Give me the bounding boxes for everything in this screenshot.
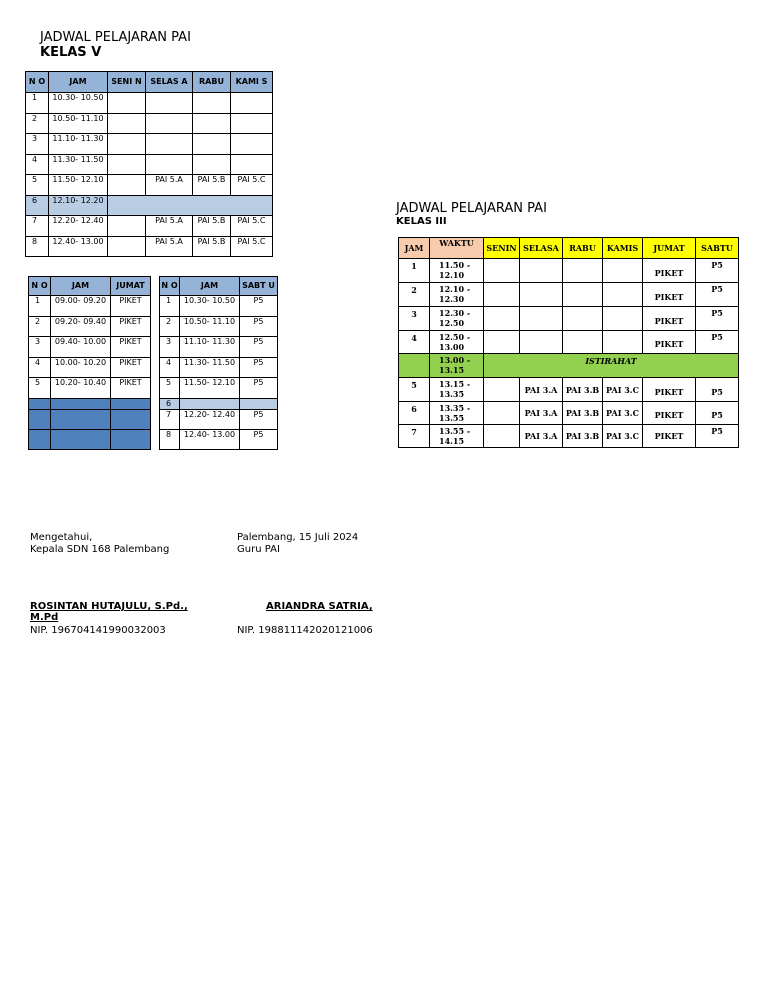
table-row [399,378,739,402]
row-selasa: PAI 5.A [146,216,193,237]
kelas3-subtitle: KELAS III [396,216,447,227]
row-jam: 11.10- 11.30 [49,134,108,155]
row-jam: 12.20- 12.40 [180,409,240,429]
table-row [399,425,739,448]
kelas3-col-jam: JAM [399,238,430,259]
row-jam: 1 [399,259,430,283]
table-row [399,283,739,307]
row-jumat: PIKET [643,425,696,448]
row-jam: 6 [399,402,430,425]
row-selasa [520,259,563,283]
kelas3-title: JADWAL PELAJARAN PAI [396,201,547,216]
row-waktu: 12.30 - 12.50 [430,307,484,331]
row-jumat: PIKET [111,296,151,317]
table-row [160,296,278,317]
row-kamis [603,283,643,307]
row-rabu [563,307,603,331]
row-selasa [146,154,193,175]
row-selasa: PAI 3.A [520,402,563,425]
row-jam: 11.50- 12.10 [49,175,108,196]
row-rabu: PAI 3.B [563,425,603,448]
row-jam: 2 [399,283,430,307]
guru-nip: NIP. 198811142020121006 [237,625,373,636]
table-row [160,398,278,409]
row-senin [484,331,520,354]
kelas3-col-selasa: SELASA [520,238,563,259]
table-row [160,378,278,399]
row-jam: 3 [399,307,430,331]
row-sabtu: P5 [696,378,739,402]
istirahat-label: ISTIRAHAT [484,354,739,378]
kepala-name: ROSINTAN HUTAJULU, S.Pd., M.Pd [30,601,188,623]
guru-label: Guru PAI [237,544,280,555]
row-rabu [193,113,231,134]
row-jumat: PIKET [111,337,151,358]
row-jam: 09.20- 09.40 [51,316,111,337]
row-sabtu: P5 [240,316,278,337]
row-senin [484,283,520,307]
table-row [399,331,739,354]
row-no: 5 [160,378,180,399]
table-row [29,378,151,399]
table-row [26,175,273,196]
table-row [26,113,273,134]
row-sabtu: P5 [240,378,278,399]
kelas5-subtitle: KELAS V [40,45,102,60]
row-kamis [231,134,273,155]
kelas5-jumat-table [28,276,151,450]
table-row [160,316,278,337]
row-senin [108,93,146,114]
row-rabu: PAI 3.B [563,378,603,402]
row-senin [108,216,146,237]
table-row [26,216,273,237]
row-sabtu: P5 [696,331,739,354]
break-cell [108,195,273,216]
row-jam: 10.00- 10.20 [51,357,111,378]
sabtu-col-jam: JAM [180,277,240,296]
row-jam: 4 [399,331,430,354]
row-kamis [603,307,643,331]
kelas3-col-sabtu: SABTU [696,238,739,259]
row-no: 2 [29,316,51,337]
row-jam: 12.20- 12.40 [49,216,108,237]
row-no: 6 [160,398,180,409]
jumat-col-jumat: JUMAT [111,277,151,296]
row-waktu: 13.35 - 13.55 [430,402,484,425]
sabtu-col-sabtu: SABT U [240,277,278,296]
row-senin [108,113,146,134]
row-sabtu: P5 [240,296,278,317]
row-jam [180,398,240,409]
row-jumat: PIKET [643,307,696,331]
row-selasa: PAI 5.A [146,175,193,196]
row-no: 4 [26,154,49,175]
row-rabu [193,154,231,175]
row-no: 4 [29,357,51,378]
row-sabtu: P5 [696,259,739,283]
row-no: 8 [160,429,180,449]
row-kamis: PAI 3.C [603,425,643,448]
row-senin [484,402,520,425]
table-row [29,316,151,337]
guru-name: ARIANDRA SATRIA, [266,601,373,612]
row-jumat: PIKET [643,402,696,425]
row-sabtu: P5 [696,307,739,331]
row-no: 7 [160,409,180,429]
jumat-col-jam: JAM [51,277,111,296]
mengetahui-label: Mengetahui, [30,532,93,543]
row-sabtu: P5 [696,402,739,425]
sabtu-col-no: N O [160,277,180,296]
row-waktu: 13.55 - 14.15 [430,425,484,448]
row-kamis: PAI 3.C [603,402,643,425]
row-selasa [520,331,563,354]
row-kamis: PAI 5.C [231,216,273,237]
row-sabtu: P5 [696,425,739,448]
row-jumat: PIKET [111,316,151,337]
row-jam: 11.50- 12.10 [180,378,240,399]
row-rabu [563,331,603,354]
row-no: 1 [160,296,180,317]
table-row [160,337,278,358]
row-jam: 10.50- 11.10 [180,316,240,337]
row-selasa: PAI 3.A [520,425,563,448]
row-jam: 10.50- 11.10 [49,113,108,134]
kelas3-col-senin: SENIN [484,238,520,259]
table-row [160,357,278,378]
row-kamis [603,259,643,283]
row-no: 1 [26,93,49,114]
place-date: Palembang, 15 Juli 2024 [237,532,359,543]
row-no: 2 [26,113,49,134]
kepala-sekolah-label: Kepala SDN 168 Palembang [30,544,170,555]
row-rabu: PAI 5.B [193,216,231,237]
table-row [29,296,151,317]
row-waktu: 13.15 - 13.35 [430,378,484,402]
jumat-col-no: N O [29,277,51,296]
row-rabu [563,283,603,307]
row-rabu [563,259,603,283]
row-no: 4 [160,357,180,378]
kelas5-col-senin: SENI N [108,72,146,93]
row-senin [484,425,520,448]
row-sabtu: P5 [696,283,739,307]
row-sabtu: P5 [240,409,278,429]
kelas5-col-no: N O [26,72,49,93]
row-senin [484,259,520,283]
row-no: 5 [29,378,51,399]
row-jam: 12.40- 13.00 [180,429,240,449]
filler-row [29,409,151,429]
table-row [160,409,278,429]
row-selasa [146,134,193,155]
table-row [160,429,278,449]
row-selasa: PAI 5.A [146,236,193,257]
row-rabu [193,93,231,114]
istirahat-row [399,354,739,378]
table-row [29,337,151,358]
row-jam: 11.30- 11.50 [49,154,108,175]
row-no: 6 [26,195,49,216]
row-selasa: PAI 3.A [520,378,563,402]
kelas5-sabtu-table [159,276,278,450]
row-jam: 11.10- 11.30 [180,337,240,358]
row-jam: 5 [399,378,430,402]
row-rabu: PAI 5.B [193,236,231,257]
kelas3-col-jumat: JUMAT [643,238,696,259]
row-senin [484,378,520,402]
row-kamis [603,331,643,354]
row-jam: 10.20- 10.40 [51,378,111,399]
row-jumat: PIKET [643,378,696,402]
row-kamis: PAI 3.C [603,378,643,402]
row-no: 5 [26,175,49,196]
row-jam: 12.10- 12.20 [49,195,108,216]
istirahat-waktu: 13.00 - 13.15 [430,354,484,378]
row-kamis: PAI 5.C [231,175,273,196]
row-rabu [193,134,231,155]
istirahat-jam-cell [399,354,430,378]
row-waktu: 12.10 - 12.30 [430,283,484,307]
row-waktu: 12.50 - 13.00 [430,331,484,354]
row-jam: 11.30- 11.50 [180,357,240,378]
kelas5-col-kamis: KAMI S [231,72,273,93]
kelas5-title: JADWAL PELAJARAN PAI [40,30,191,45]
table-row [26,134,273,155]
filler-row [29,398,151,409]
table-row [29,357,151,378]
row-no: 3 [160,337,180,358]
row-selasa [146,113,193,134]
kelas3-table [398,237,739,448]
row-sabtu: P5 [240,357,278,378]
row-jam: 09.00- 09.20 [51,296,111,317]
row-no: 3 [26,134,49,155]
row-jam: 7 [399,425,430,448]
kelas5-col-rabu: RABU [193,72,231,93]
table-row [26,236,273,257]
table-row [399,402,739,425]
row-senin [108,154,146,175]
table-row [399,307,739,331]
row-jumat: PIKET [643,259,696,283]
row-senin [108,236,146,257]
row-sabtu: P5 [240,337,278,358]
row-jam: 09.40- 10.00 [51,337,111,358]
row-rabu: PAI 3.B [563,402,603,425]
row-selasa [520,307,563,331]
kelas3-col-rabu: RABU [563,238,603,259]
row-jumat: PIKET [111,378,151,399]
kelas3-col-kamis: KAMIS [603,238,643,259]
row-no: 1 [29,296,51,317]
table-row [399,259,739,283]
row-jam: 10.30- 10.50 [180,296,240,317]
row-jumat: PIKET [643,283,696,307]
row-senin [108,175,146,196]
row-kamis [231,154,273,175]
row-kamis: PAI 5.C [231,236,273,257]
row-no: 3 [29,337,51,358]
row-sabtu [240,398,278,409]
row-senin [484,307,520,331]
kelas3-col-waktu: WAKTU [430,238,484,259]
table-row [26,154,273,175]
kepala-nip: NIP. 196704141990032003 [30,625,166,636]
row-no: 8 [26,236,49,257]
row-jumat: PIKET [643,331,696,354]
table-row [26,195,273,216]
row-no: 7 [26,216,49,237]
row-senin [108,134,146,155]
row-sabtu: P5 [240,429,278,449]
row-jam: 12.40- 13.00 [49,236,108,257]
filler-row [29,429,151,449]
kelas5-main-table [25,71,273,257]
kelas5-col-selasa: SELAS A [146,72,193,93]
table-row [26,93,273,114]
row-selasa [146,93,193,114]
row-waktu: 11.50 - 12.10 [430,259,484,283]
row-jam: 10.30- 10.50 [49,93,108,114]
row-rabu: PAI 5.B [193,175,231,196]
row-jumat: PIKET [111,357,151,378]
row-kamis [231,113,273,134]
row-kamis [231,93,273,114]
row-selasa [520,283,563,307]
kelas5-col-jam: JAM [49,72,108,93]
row-no: 2 [160,316,180,337]
